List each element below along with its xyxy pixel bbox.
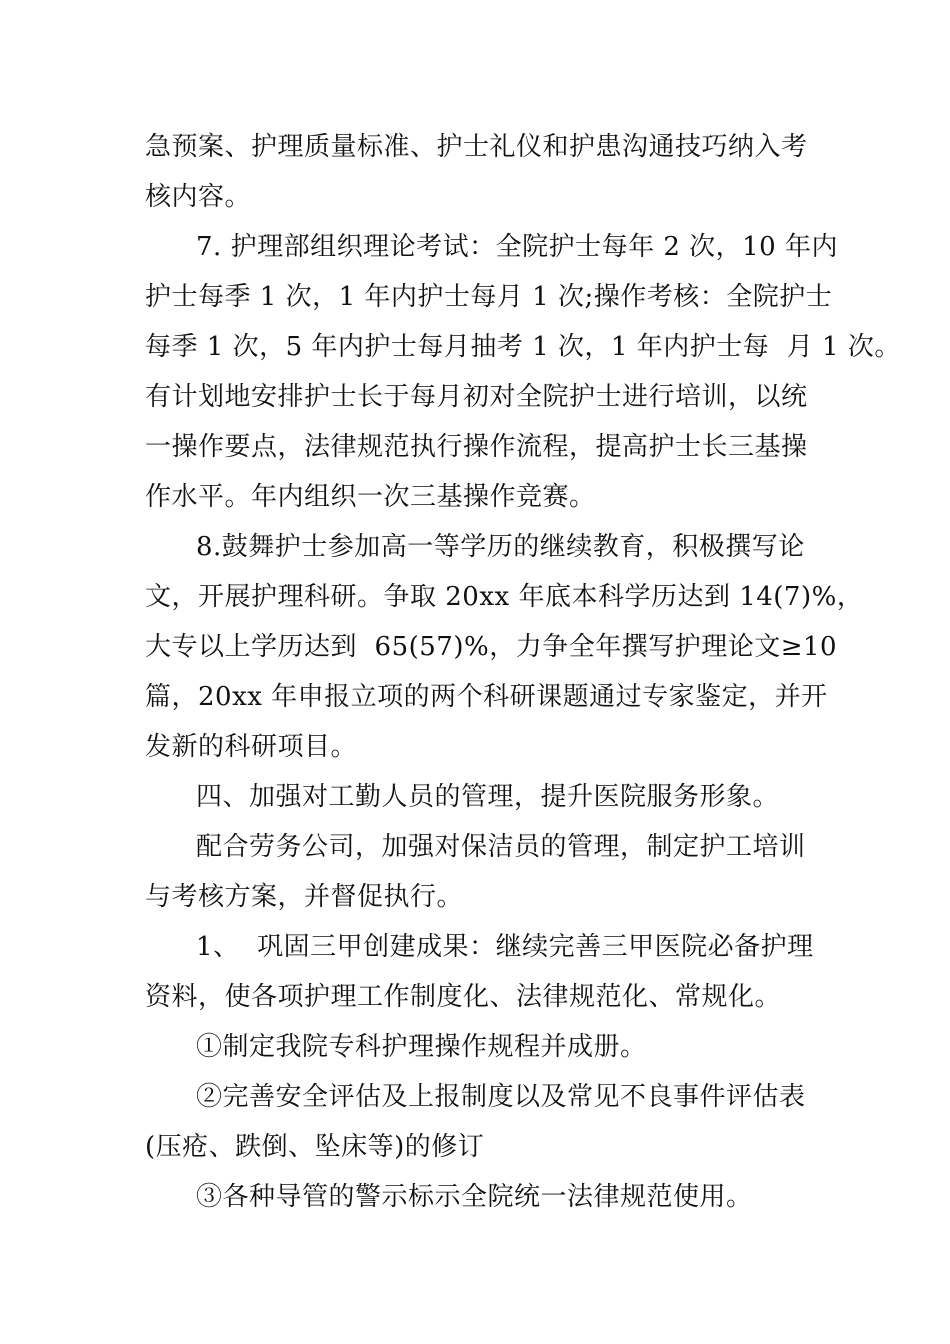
text-line: 与考核方案，并督促执行。	[145, 882, 464, 912]
text-line: 发新的科研项目。	[145, 732, 358, 762]
text-line: 有计划地安排护士长于每月初对全院护士进行培训，以统	[145, 382, 808, 412]
text-line: 文，开展护理科研。争取 20xx 年底本科学历达到 14(7)%，	[145, 582, 864, 612]
text-line: 篇，20xx 年申报立项的两个科研课题通过专家鉴定，并开	[145, 682, 828, 712]
text-line: 每季 1 次，5 年内护士每月抽考 1 次，1 年内护士每 月 1 次。	[145, 332, 901, 362]
text-line: 配合劳务公司，加强对保洁员的管理，制定护工培训	[196, 832, 806, 862]
text-line: 1、 巩固三甲创建成果：继续完善三甲医院必备护理	[196, 932, 814, 962]
text-line: 资料，使各项护理工作制度化、法律规范化、常规化。	[145, 982, 782, 1012]
section-heading: 四、加强对工勤人员的管理，提升医院服务形象。	[196, 782, 780, 812]
list-item: ②完善安全评估及上报制度以及常见不良事件评估表	[196, 1082, 806, 1112]
text-line: 8.鼓舞护士参加高一等学历的继续教育，积极撰写论	[196, 532, 805, 562]
text-line: (压疮、跌倒、坠床等)的修订	[145, 1132, 485, 1162]
text-line: 作水平。年内组织一次三基操作竞赛。	[145, 482, 596, 512]
text-line: 大专以上学历达到 65(57)%，力争全年撰写护理论文≥10	[145, 632, 838, 662]
list-item: ①制定我院专科护理操作规程并成册。	[196, 1032, 647, 1062]
text-line: 急预案、护理质量标准、护士礼仪和护患沟通技巧纳入考	[145, 132, 808, 162]
text-line: 护士每季 1 次，1 年内护士每月 1 次;操作考核：全院护士	[145, 282, 833, 312]
text-line: 一操作要点，法律规范执行操作流程，提高护士长三基操	[145, 432, 808, 462]
list-item: ③各种导管的警示标示全院统一法律规范使用。	[196, 1182, 753, 1212]
text-line: 7. 护理部组织理论考试：全院护士每年 2 次，10 年内	[196, 232, 838, 262]
text-line: 核内容。	[145, 182, 252, 212]
